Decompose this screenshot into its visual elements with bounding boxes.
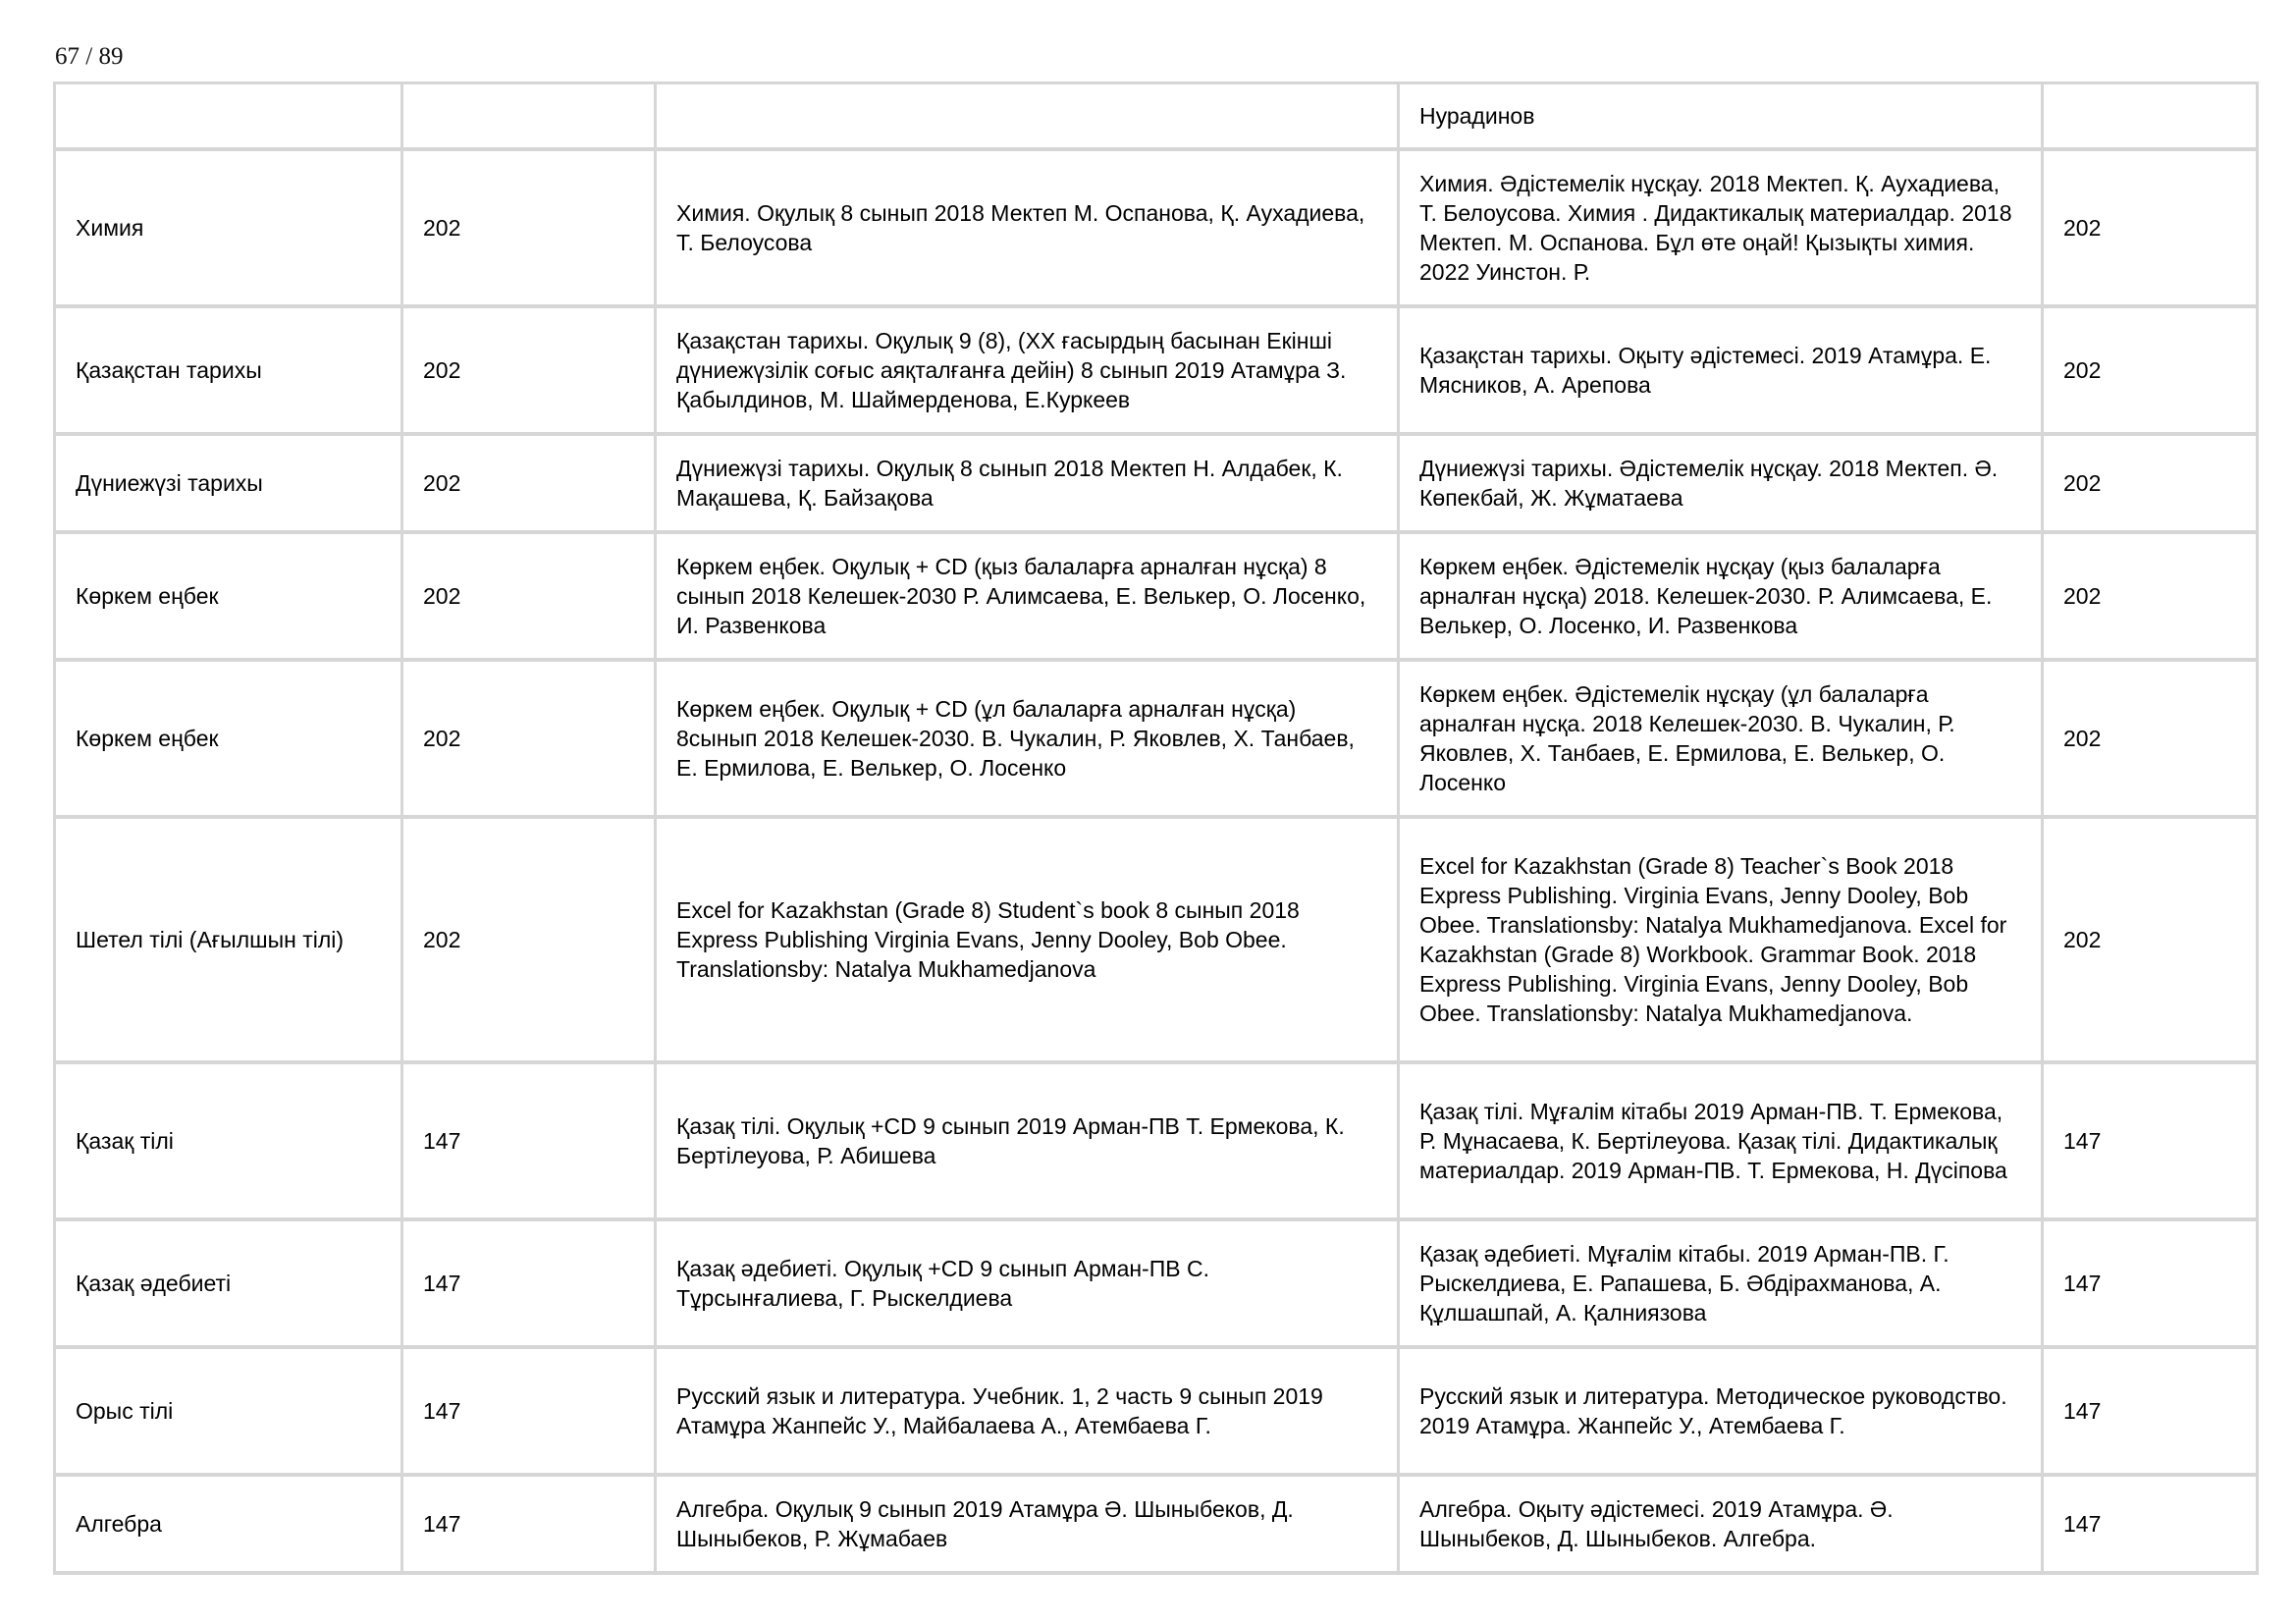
textbook-cell: Көркем еңбек. Оқулық + CD (ұл балаларға арналған нұсқа) 8сынып 2018 Келешек-2030. В. Чукалин, Р. Яковлев, Х. Танбаев, Е. Ермилова, Е. Велькер, О. Лосенко	[657, 662, 1400, 819]
student-count-cell: 147	[403, 1221, 657, 1349]
guide-count-cell: 202	[2044, 534, 2259, 662]
teacher-guide-cell: Алгебра. Оқыту әдістемесі. 2019 Атамұра. Ә. Шыныбеков, Д. Шыныбеков. Алгебра.	[1400, 1477, 2044, 1575]
teacher-guide-cell: Қазақ тілі. Мұғалім кітабы 2019 Арман-ПВ. Т. Ермекова, Р. Мұнасаева, К. Бертілеуова. Қазақ тілі. Дидактикалық материалдар. 2019 Арман-ПВ. Т. Ермекова, Н. Дүсіпова	[1400, 1064, 2044, 1221]
teacher-guide-cell: Көркем еңбек. Әдістемелік нұсқау (ұл балаларға арналған нұсқа. 2018 Келешек-2030. В. Чукалин, Р. Яковлев, Х. Танбаев, Е. Ермилова, Е. Велькер, О. Лосенко	[1400, 662, 2044, 819]
subject-cell: Шетел тілі (Ағылшын тілі)	[56, 819, 403, 1064]
textbook-cell: Алгебра. Оқулық 9 сынып 2019 Атамұра Ә. Шыныбеков, Д. Шыныбеков, Р. Жұмабаев	[657, 1477, 1400, 1575]
guide-count-cell: 147	[2044, 1064, 2259, 1221]
guide-count-cell: 202	[2044, 819, 2259, 1064]
table-row	[56, 151, 2259, 308]
subject-cell: Алгебра	[56, 1477, 403, 1575]
guide-count-cell	[2044, 84, 2259, 151]
subject-cell: Көркем еңбек	[56, 662, 403, 819]
table-row	[56, 84, 2259, 151]
table-row	[56, 1064, 2259, 1221]
subject-cell: Химия	[56, 151, 403, 308]
student-count-cell: 147	[403, 1064, 657, 1221]
subject-cell: Көркем еңбек	[56, 534, 403, 662]
teacher-guide-cell: Химия. Әдістемелік нұсқау. 2018 Мектеп. Қ. Аухадиева, Т. Белоусова. Химия . Дидактикалық материалдар. 2018 Мектеп. М. Оспанова. Бұл өте оңай! Қызықты химия. 2022 Уинстон. Р.	[1400, 151, 2044, 308]
guide-count-cell: 147	[2044, 1477, 2259, 1575]
student-count-cell: 202	[403, 819, 657, 1064]
student-count-cell: 202	[403, 534, 657, 662]
teacher-guide-cell: Русский язык и литература. Методическое руководство. 2019 Атамұра. Жанпейс У., Атембаева Г.	[1400, 1349, 2044, 1477]
table-row	[56, 1477, 2259, 1575]
textbook-cell: Дүниежүзі тарихы. Оқулық 8 сынып 2018 Мектеп Н. Алдабек, К. Мақашева, Қ. Байзақова	[657, 436, 1400, 534]
guide-count-cell: 202	[2044, 436, 2259, 534]
table-row	[56, 1221, 2259, 1349]
subject-cell	[56, 84, 403, 151]
textbook-cell: Қазақ әдебиеті. Оқулық +CD 9 сынып Арман-ПВ С. Тұрсынғалиева, Г. Рыскелдиева	[657, 1221, 1400, 1349]
table-row	[56, 308, 2259, 436]
student-count-cell: 202	[403, 662, 657, 819]
teacher-guide-cell: Нурадинов	[1400, 84, 2044, 151]
subject-cell: Орыс тілі	[56, 1349, 403, 1477]
table-row	[56, 1349, 2259, 1477]
teacher-guide-cell: Дүниежүзі тарихы. Әдістемелік нұсқау. 2018 Мектеп. Ә. Көпекбай, Ж. Жұматаева	[1400, 436, 2044, 534]
textbook-cell: Русский язык и литература. Учебник. 1, 2 часть 9 сынып 2019 Атамұра Жанпейс У., Майбалаева А., Атембаева Г.	[657, 1349, 1400, 1477]
textbook-cell: Қазақстан тарихы. Оқулық 9 (8), (ХХ ғасырдың басынан Екінші дүниежүзілік соғыс аяқталғанға дейін) 8 сынып 2019 Атамұра З. Қабылдинов, М. Шаймерденова, Е.Куркеев	[657, 308, 1400, 436]
guide-count-cell: 147	[2044, 1221, 2259, 1349]
subject-cell: Қазақстан тарихы	[56, 308, 403, 436]
guide-count-cell: 202	[2044, 662, 2259, 819]
teacher-guide-cell: Көркем еңбек. Әдістемелік нұсқау (қыз балаларға арналған нұсқа) 2018. Келешек-2030. Р. Алимсаева, Е. Велькер, О. Лосенко, И. Развенкова	[1400, 534, 2044, 662]
subject-cell: Қазақ әдебиеті	[56, 1221, 403, 1349]
student-count-cell: 147	[403, 1349, 657, 1477]
page-number: 67 / 89	[55, 43, 124, 70]
subject-cell: Қазақ тілі	[56, 1064, 403, 1221]
textbook-cell: Химия. Оқулық 8 сынып 2018 Мектеп М. Оспанова, Қ. Аухадиева, Т. Белоусова	[657, 151, 1400, 308]
student-count-cell: 202	[403, 436, 657, 534]
table-row	[56, 662, 2259, 819]
textbook-cell: Excel for Kazakhstan (Grade 8) Student`s book 8 сынып 2018 Express Publishing Virginia Evans, Jenny Dooley, Bob Obee. Translationsby: Natalya Mukhamedjanova	[657, 819, 1400, 1064]
teacher-guide-cell: Қазақстан тарихы. Оқыту әдістемесі. 2019 Атамұра. Е. Мясников, А. Арепова	[1400, 308, 2044, 436]
textbook-table	[53, 81, 2259, 1575]
student-count-cell: 202	[403, 151, 657, 308]
guide-count-cell: 202	[2044, 151, 2259, 308]
student-count-cell: 147	[403, 1477, 657, 1575]
textbook-cell: Қазақ тілі. Оқулық +CD 9 сынып 2019 Арман-ПВ Т. Ермекова, К. Бертілеуова, Р. Абишева	[657, 1064, 1400, 1221]
textbook-cell: Көркем еңбек. Оқулық + CD (қыз балаларға арналған нұсқа) 8 сынып 2018 Келешек-2030 Р. Алимсаева, Е. Велькер, О. Лосенко, И. Развенкова	[657, 534, 1400, 662]
student-count-cell: 202	[403, 308, 657, 436]
table-row	[56, 436, 2259, 534]
table-row	[56, 534, 2259, 662]
table-row	[56, 819, 2259, 1064]
textbook-cell	[657, 84, 1400, 151]
subject-cell: Дүниежүзі тарихы	[56, 436, 403, 534]
teacher-guide-cell: Excel for Kazakhstan (Grade 8) Teacher`s Book 2018 Express Publishing. Virginia Evans, Jenny Dooley, Bob Obee. Translationsby: Natalya Mukhamedjanova. Excel for Kazakhstan (Grade 8) Workbook. Grammar Book. 2018 Express Publishing. Virginia Evans, Jenny Dooley, Bob Obee. Translationsby: Natalya Mukhamedjanova.	[1400, 819, 2044, 1064]
guide-count-cell: 202	[2044, 308, 2259, 436]
student-count-cell	[403, 84, 657, 151]
teacher-guide-cell: Қазақ әдебиеті. Мұғалім кітабы. 2019 Арман-ПВ. Г. Рыскелдиева, Е. Рапашева, Б. Әбдірахманова, А. Құлшашпай, А. Қалниязова	[1400, 1221, 2044, 1349]
guide-count-cell: 147	[2044, 1349, 2259, 1477]
